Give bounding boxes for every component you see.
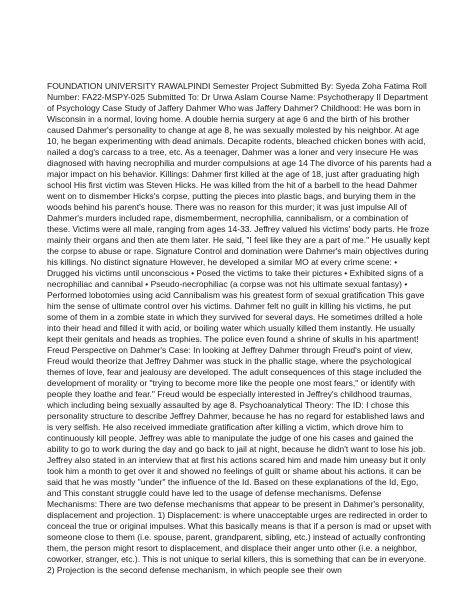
document-body-text: FOUNDATION UNIVERSITY RAWALPINDI Semester Project Submitted By: Syeda Zoha Fatima Roll Number: FA22-MSPY-025 Submitted To: Dr Urwa Aslam Course Name: Psychotherapy II Department of Psychology Case Study of Jaffery Dahmer Who was Jaffery Dahmer? Childhood: He was born in Wisconsin in a normal, loving home. A double hernia surgery at age 6 and the birth of his brother caused Dahmer's personality to change at age 8, he was sexually molested by his neighbor. At age 10, he began experimenting with dead animals. Decapite rodents, bleached chicken bones with acid, nailed a dog's carcass to a tree, etc. As a teenager, Dahmer was a loner and very insecure He was diagnosed with having necrophilia and murder compulsions at age 14 The divorce of his parents had a major impact on his behavior. Killings: Dahmer first killed at the age of 18, just after graduating high school His first victim was Steven Hicks. He was killed from the hit of a barbell to the head Dahmer went on to dismember Hicks's corpse, putting the pieces into plastic bags, and burying them in the woods behind his parent's house. There was no reason for this murder; it was just impulse All of Dahmer's murders included rape, dismemberment, necrophilia, cannibalism, or a combination of these. Victims were all male, ranging from ages 14-33. Jeffrey valued his victims' body parts. He froze mainly their organs and then ate them later. He said, "I feel like they are a part of me." He usually kept the corpse to abuse or rape. Signature Control and domination were Dahmer's main objectives during his killings. No distinct signature However, he developed a similar MO at every crime scene: • Drugged his victims until unconscious • Posed the victims to take their pictures • Exhibited signs of a necrophiliac and cannibal • Pseudo-necrophiliac (a corpse was not his ultimate sexual fantasy) • Performed lobotomies using acid Cannibalism was his greatest form of sexual gratification This gave him the sense of ultimate control over his victims. Dahmer felt no guilt in killing his victims, he put some of them in a zombie state in which they survived for several days. He sometimes drilled a hole into their head and filled it with acid, or boiling water which usually killed them instantly. He usually kept their genitals and heads as trophies. The police even found a shrine of skulls in his apartment! Freud Perspective on Dahmer's Case: In looking at Jeffrey Dahmer through Freud's point of view, Freud would theorize that Jeffrey Dahmer was stuck in the phallic stage, where the psychological themes of love, fear and jealousy are developed. The adult consequences of this stage included the development of morality or "trying to become more like the people one most fears," or identify with people they loathe and fear." Freud would be especially interested in Jeffrey's childhood traumas, which including being sexually assaulted by age 8. Psychoanalytical Theory: The ID: I chose this personality structure to describe Jeffrey Dahmer, because he has no regard for established laws and is very selfish. He also received immediate gratification after killing a victim, which drove him to continuously kill people. Jeffrey was able to manipulate the judge of one his cases and gained the ability to go to work during the day and go back to jail at night, because he didn't want to lose his job. Jeffrey also stated in an interview that at first his actions scared him and made him uneasy but it only took him a month to get over it and showed no feelings of guilt or shame about his actions. it can be said that he was mostly "under" the influence of the Id. Based on these explanations of the Id, Ego, and This constant struggle could have led to the usage of defense mechanisms. Defense Mechanisms: There are two defense mechanisms that appear to be present in Dahmer's personality, displacement and projection. 1) Displacement: is where unacceptable urges are redirected in order to conceal the true or original impulses. What this basically means is that if a person is mad or upset with someone close to them (i.e. spouse, parent, grandparent, sibling, etc.) instead of actually confronting them, the person might resort to displacement, and displace their anger unto other (i.e. a neighbor, coworker, stranger, etc.). This is not unique to serial killers, this is something that can be in everyone. 2) Projection is the second defense mechanism, in which people see their own [47, 81, 432, 575]
